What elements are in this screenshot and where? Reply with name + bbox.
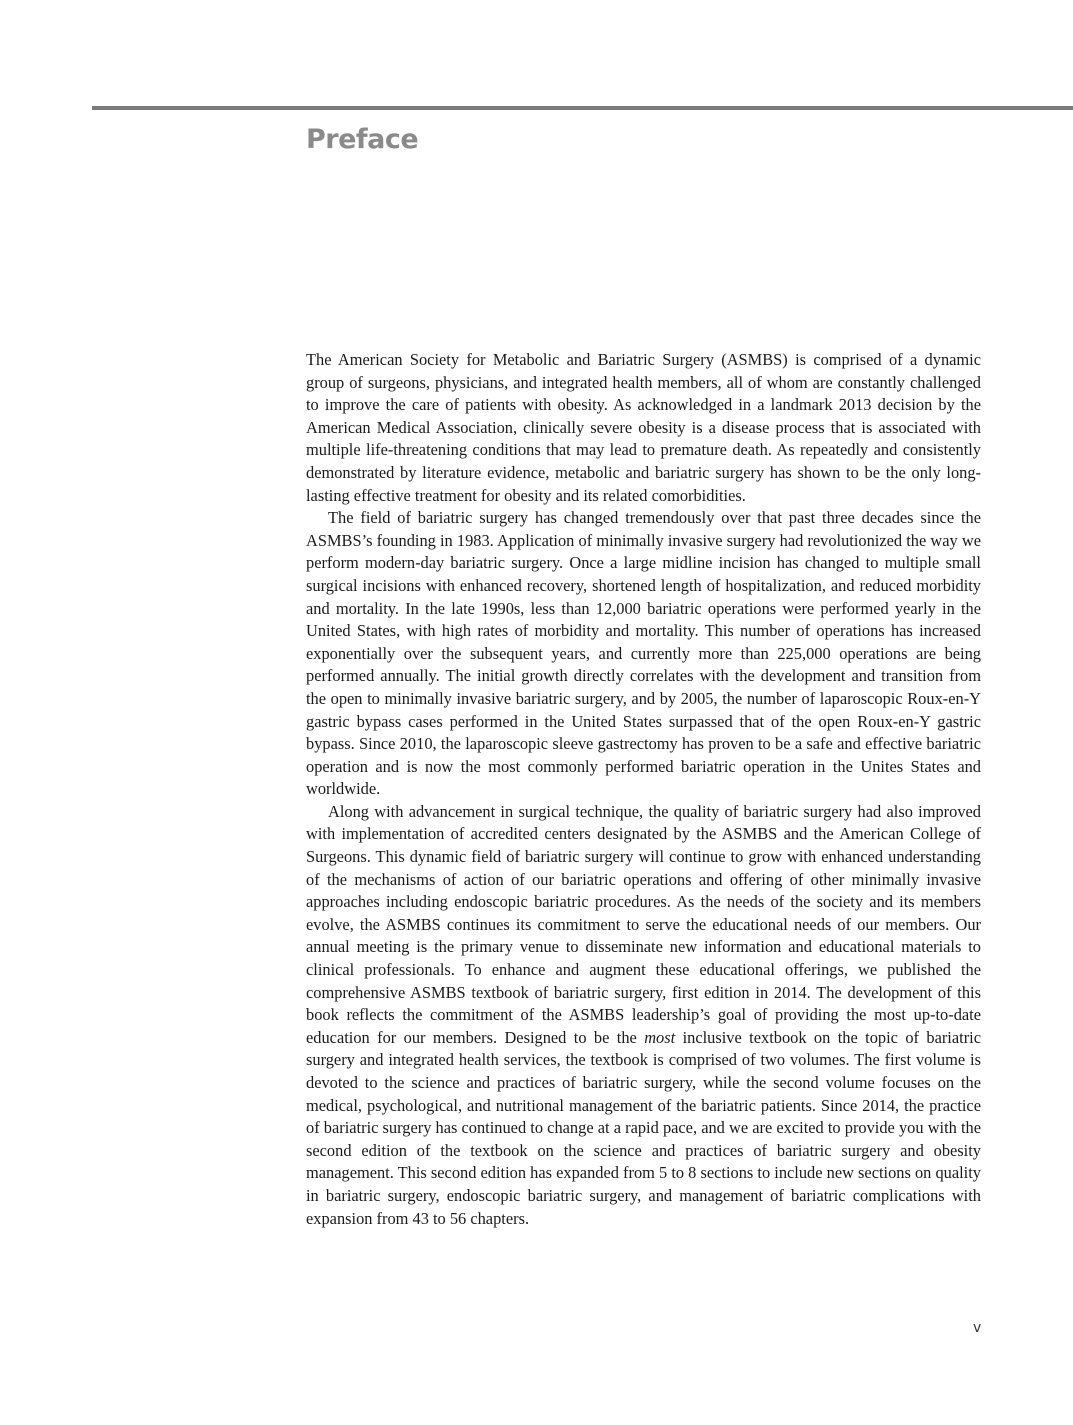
paragraph-3 <box>306 801 981 1230</box>
page-number: v <box>973 1320 982 1336</box>
header-rule <box>92 106 1073 110</box>
paragraph-3-part-1: Along with advancement in surgical technique, the quality of bariatric surgery had also improved with implementation of accredited centers designated by the ASMBS and the American College of Surgeons. This dynamic field of bariatric surgery will continue to grow with enhanced understanding of the mechanisms of action of our bariatric operations and offering of other minimally invasive approaches including endoscopic bariatric procedures. As the needs of the society and its members evolve, the ASMBS continues its commitment to serve the educational needs of our members. Our annual meeting is the primary venue to disseminate new information and educational materials to clinical professionals. To enhance and augment these educational offerings, we published the comprehensive ASMBS textbook of bariatric surgery, first edition in 2014. The development of this book reflects the commitment of the ASMBS leadership’s goal of providing the most up-to-date education for our members. Designed to be the <box>306 801 981 1047</box>
paragraph-1: The American Society for Metabolic and Bariatric Surgery (ASMBS) is comprised of a dynamic group of surgeons, physicians, and integrated health members, all of whom are constantly challenged to improve the care of patients with obesity. As acknowledged in a landmark 2013 decision by the American Medical Association, clinically severe obesity is a disease process that is associated with multiple life-threatening conditions that may lead to premature death. As repeatedly and consistently demonstrated by literature evidence, metabolic and bariatric surgery has shown to be the only long-lasting effective treatment for obesity and its related comorbidities. <box>306 350 981 505</box>
paragraph-3-part-2: inclusive textbook on the topic of bariatric surgery and integrated health services, the textbook is comprised of two volumes. The first volume is devoted to the science and practices of bariatric surgery, while the second volume focuses on the medical, psychological, and nutritional management of the bariatric patients. Since 2014, the practice of bariatric surgery has continued to change at a rapid pace, and we are excited to provide you with the second edition of the textbook on the science and practices of bariatric surgery and obesity management. This second edition has expanded from 5 to 8 sections to include new sections on quality in bariatric surgery, endoscopic bariatric surgery, and management of bariatric complications with expansion from 43 to 56 chapters. <box>306 1027 981 1228</box>
page-title: Preface <box>306 124 419 155</box>
emphasis-most: most <box>644 1027 676 1047</box>
preface-body <box>306 349 981 1230</box>
paragraph-2: The field of bariatric surgery has changed tremendously over that past three decades since the ASMBS’s founding in 1983. Application of minimally invasive surgery had revolutionized the way we perform modern-day bariatric surgery. Once a large midline incision has changed to multiple small surgical incisions with enhanced recovery, shortened length of hospitalization, and reduced morbidity and mortality. In the late 1990s, less than 12,000 bariatric operations were performed yearly in the United States, with high rates of morbidity and mortality. This number of operations has increased exponentially over the subsequent years, and currently more than 225,000 operations are being performed annually. The initial growth directly correlates with the development and transition from the open to minimally invasive bariatric surgery, and by 2005, the number of laparoscopic Roux-en-Y gastric bypass cases performed in the United States surpassed that of the open Roux-en-Y gastric bypass. Since 2010, the laparoscopic sleeve gastrectomy has proven to be a safe and effective bariatric operation and is now the most commonly performed bariatric operation in the Unites States and worldwide. <box>306 508 981 799</box>
